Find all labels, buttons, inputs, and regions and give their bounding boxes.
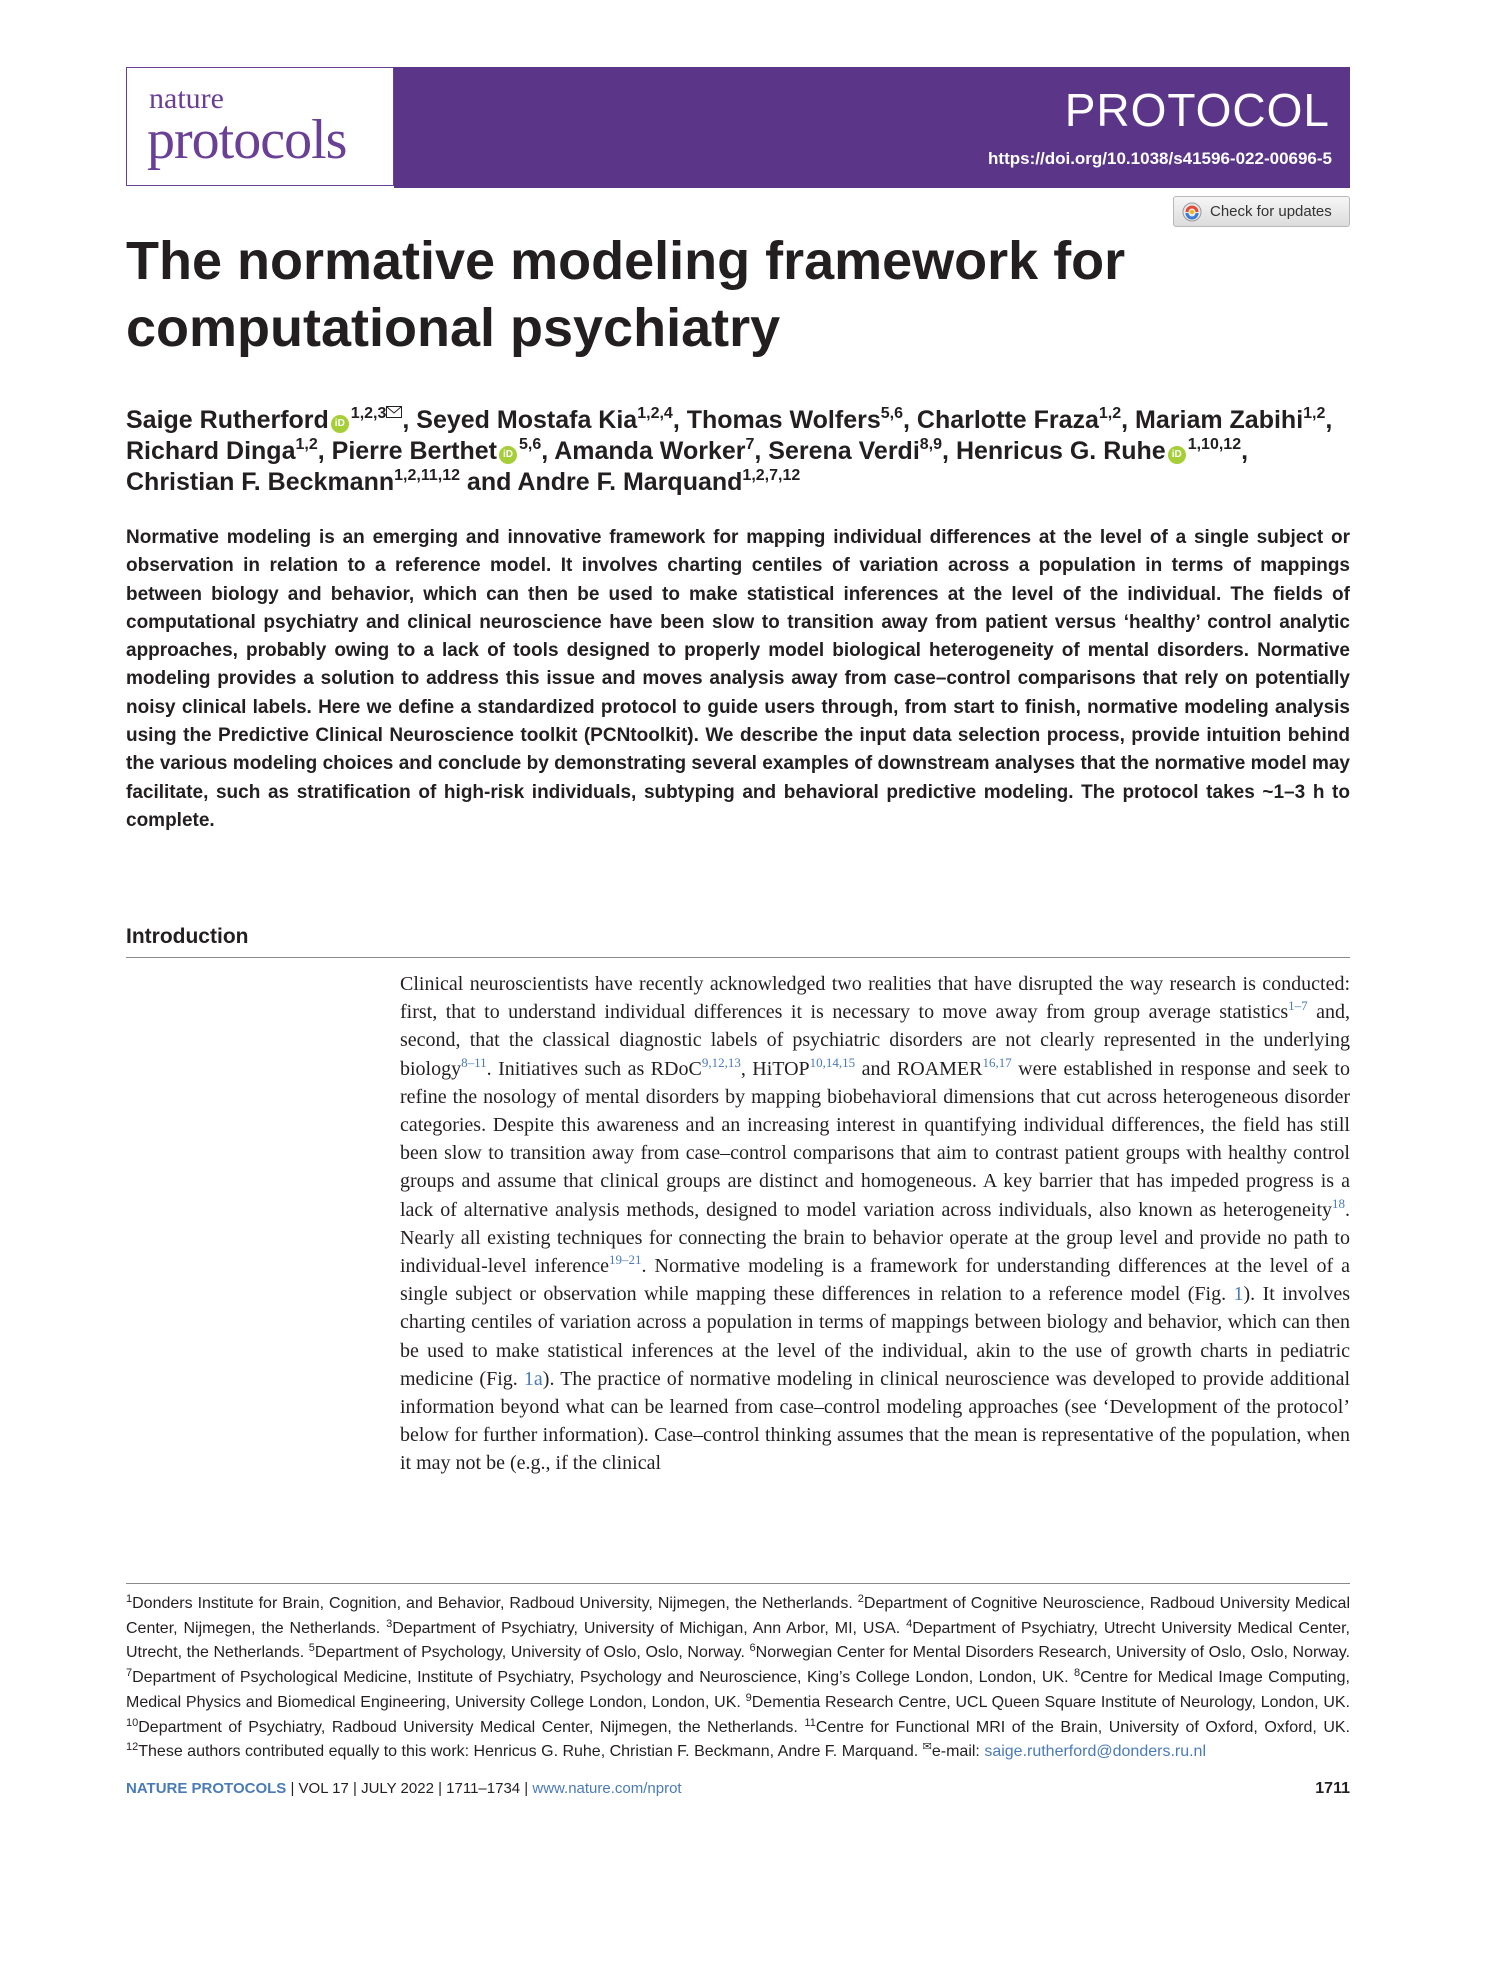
figure-link[interactable]: 1a xyxy=(523,1367,543,1390)
check-updates-icon xyxy=(1182,202,1202,222)
footer-volume: VOL 17 xyxy=(298,1780,349,1797)
author-list: Saige Rutherford iD$^{1,2,3}$ , Seyed Mostafa Kia$^{1,2,4}$, Thomas Wolfers$^{5,6}$, Charlotte Fraza$^{1,2}$, Mariam Zabihi$^{1,2}$, Richard Dinga$^{1,2}$, Pierre Berthet iD$^{5,6}$, Amanda Worker$^7$, Serena Verdi$^{8,9}$, Henricus G. Ruhe iD$^{1,10,12}$, Christian F. Beckmann$^{1,2,11,12}$ and Andre F. Marquand$^{1,2,7,12}$ xyxy=(126,395,1356,498)
article-title: The normative modeling framework for computational psychiatry xyxy=(126,231,1126,358)
affiliation-text: Department of Psychiatry, Radboud University Medical Center, Nijmegen, the Netherlands. xyxy=(138,1718,805,1736)
reference-link[interactable]: 19–21 xyxy=(609,1252,642,1268)
author-affiliation-sup: 1,2,11,12 xyxy=(394,467,460,484)
check-for-updates-button[interactable] xyxy=(1173,196,1350,227)
author-name[interactable]: Amanda Worker xyxy=(554,437,746,465)
author-name[interactable]: Charlotte Fraza xyxy=(916,406,1099,434)
affiliation-number: 6 xyxy=(749,1642,756,1655)
affiliation-number: 1 xyxy=(126,1593,133,1605)
envelope-icon[interactable] xyxy=(386,395,402,407)
author-affiliation-sup: 5,6 xyxy=(519,436,542,453)
affiliation-text: Department of Psychological Medicine, Institute of Psychiatry, Psychology and Neuroscience, King’s College London, London, UK. xyxy=(132,1669,1075,1687)
footer-date: JULY 2022 xyxy=(361,1780,434,1797)
author-name[interactable]: Saige Rutherford xyxy=(126,406,329,434)
affiliation-text: These authors contributed equally to this work: Henricus G. Ruhe, Christian F. Beckmann, Andre F. Marquand. xyxy=(138,1743,923,1761)
author-affiliation-sup: 8,9 xyxy=(919,436,943,453)
email-link[interactable]: saige.rutherford@donders.ru.nl xyxy=(984,1743,1207,1761)
orcid-icon[interactable]: iD xyxy=(331,415,349,433)
affiliation-text: Department of Cognitive Neuroscience, Radboud University Medical Center, Nijmegen, the Netherlands. xyxy=(126,1595,1351,1637)
reference-link[interactable]: 8–11 xyxy=(461,1054,487,1070)
author-affiliation-sup: 7 xyxy=(745,436,755,453)
author-name[interactable]: Serena Verdi xyxy=(768,437,920,465)
footer-pages: 1711–1734 xyxy=(446,1780,521,1797)
page-footer: NATURE PROTOCOLS | VOL 17 | JULY 2022 | 1711–1734 | www.nature.com/nprot 1711 xyxy=(126,1780,1350,1797)
affiliation-number: 9 xyxy=(745,1691,752,1704)
author-name[interactable]: Christian F. Beckmann xyxy=(126,468,395,496)
affiliation-text: Department of Psychology, University of Oslo, Oslo, Norway. xyxy=(314,1644,750,1662)
author-name[interactable]: Pierre Berthet xyxy=(331,437,497,465)
affiliation-number: 3 xyxy=(386,1617,393,1630)
figure-link[interactable]: 1 xyxy=(1233,1283,1244,1306)
section-heading-introduction: Introduction xyxy=(126,925,1350,958)
doi-link[interactable]: https://doi.org/10.1038/s41596-022-00696-5 xyxy=(988,149,1332,168)
affiliation-text: Department of Psychiatry, Utrecht University Medical Center, Utrecht, the Netherlands. xyxy=(126,1619,1350,1662)
affiliation-text: Donders Institute for Brain, Cognition, and Behavior, Radboud University, Nijmegen, the Netherlands. xyxy=(132,1595,858,1612)
author-affiliation-sup: 1,2 xyxy=(295,436,318,453)
envelope-icon: ✉ xyxy=(922,1741,932,1754)
orcid-icon[interactable]: iD xyxy=(499,446,517,464)
author-affiliation-sup: 1,2,4 xyxy=(637,405,673,422)
footer-url[interactable]: www.nature.com/nprot xyxy=(532,1780,682,1797)
author-name[interactable]: Seyed Mostafa Kia xyxy=(416,406,638,434)
author-affiliation-sup: 1,2 xyxy=(1303,405,1326,422)
reference-link[interactable]: 16,17 xyxy=(982,1054,1012,1070)
affiliation-number: 2 xyxy=(857,1593,864,1605)
journal-header xyxy=(126,67,1350,188)
author-name[interactable]: Andre F. Marquand xyxy=(517,468,743,496)
check-updates-label: Check for updates xyxy=(1210,203,1332,220)
reference-link[interactable]: 9,12,13 xyxy=(701,1054,741,1070)
author-affiliation-sup: 1,10,12 xyxy=(1187,436,1242,453)
affiliation-text: Centre for Medical Image Computing, Medical Physics and Biomedical Engineering, University College London, London, UK. xyxy=(126,1669,1350,1711)
affiliation-number: 4 xyxy=(906,1617,913,1630)
affiliation-number: 5 xyxy=(308,1642,315,1655)
affiliation-number: 8 xyxy=(1074,1667,1081,1680)
journal-logo[interactable] xyxy=(126,67,394,186)
footer-journal[interactable]: NATURE PROTOCOLS xyxy=(126,1780,287,1797)
author-affiliation-sup: 1,2,3 xyxy=(350,405,387,422)
article-type-banner xyxy=(394,67,1350,188)
reference-link[interactable]: 10,14,15 xyxy=(809,1054,856,1070)
affiliation-number: 12 xyxy=(126,1741,139,1754)
author-name[interactable]: Richard Dinga xyxy=(126,437,296,465)
affiliation-number: 11 xyxy=(804,1716,816,1729)
introduction-body: Clinical neuroscientists have recently acknowledged two realities that have disrupted the way research is conducted: first, that to understand individual differences it is necessary to move away from group average statistics$^{1-7}$ and, second, that the classical diagnostic labels of psychiatric disorders are not clearly represented in the underlying biology$^{8-11}$. Initiatives such as RDoC$^{9,12,13}$, HiTOP$^{10,14,15}$ and ROAMER$^{16,17}$ were established in response and seek to refine the nosology of mental disorders by mapping biobehavioral dimensions that cut across heterogeneous disorder categories. Despite this awareness and an increasing interest in quantifying individual differences, the field has still been slow to transition away from case–control comparisons that aim to contrast patient groups with healthy control groups and assume that clinical groups are distinct and homogeneous. A key barrier that has impeded progress is a lack of alternative analysis methods, designed to model variation across individuals, also known as heterogeneity$^{18}$. Nearly all existing techniques for connecting the brain to behavior operate at the group level and provide no path to individual-level inference$^{19-21}$. Normative modeling is a framework for understanding differences at the level of a single subject or observation while mapping these differences in relation to a reference model (Fig. 1). It involves charting centiles of variation across a population in terms of mappings between biology and behavior, which can then be used to make statistical inferences at the level of the individual, akin to the use of growth charts in pediatric medicine (Fig. 1a). The practice of normative modeling in clinical neuroscience was developed to provide additional information beyond what can be learned from case–control modeling approaches (see ‘Development of the protocol’ below for further information). Case–control thinking assumes that the mean is representative of the population, when it may not be (e.g., if the clinical xyxy=(400,973,1351,1475)
email-label: e-mail: xyxy=(931,1743,985,1761)
reference-link[interactable]: 18 xyxy=(1332,1195,1345,1211)
author-name[interactable]: Henricus G. Ruhe xyxy=(955,437,1166,465)
article-type: PROTOCOL xyxy=(1064,84,1330,136)
affiliation-text: Dementia Research Centre, UCL Queen Square Institute of Neurology, London, UK. xyxy=(751,1693,1350,1711)
logo-protocols-text: protocols xyxy=(147,109,347,171)
affiliation-number: 7 xyxy=(126,1667,133,1680)
affiliation-text: Centre for Functional MRI of the Brain, University of Oxford, Oxford, UK. xyxy=(815,1718,1350,1736)
affiliation-number: 10 xyxy=(126,1716,139,1729)
affiliation-text: Norwegian Center for Mental Disorders Research, University of Oslo, Oslo, Norway. xyxy=(755,1644,1351,1662)
affiliations xyxy=(126,1592,1350,1765)
orcid-icon[interactable]: iD xyxy=(1168,446,1186,464)
reference-link[interactable]: 1–7 xyxy=(1288,998,1308,1014)
footnote-divider xyxy=(126,1583,1350,1584)
author-name[interactable]: Mariam Zabihi xyxy=(1135,406,1304,434)
affiliation-text: Department of Psychiatry, University of Michigan, Ann Arbor, MI, USA. xyxy=(392,1619,907,1637)
author-name[interactable]: Thomas Wolfers xyxy=(686,406,881,434)
page-number: 1711 xyxy=(1315,1780,1350,1797)
author-affiliation-sup: 1,2,7,12 xyxy=(742,467,801,484)
abstract: Normative modeling is an emerging and innovative framework for mapping individual differences at the level of a single subject or observation in relation to a reference model. It involves charting centiles of variation across a population in terms of mappings between biology and behavior, which can then be used to make statistical inferences at the level of the individual. The fields of computational psychiatry and clinical neuroscience have been slow to transition away from patient versus ‘healthy’ control analytic approaches, probably owing to a lack of tools designed to properly model biological heterogeneity of mental disorders. Normative modeling provides a solution to address this issue and moves analysis away from case–control comparisons that rely on potentially noisy clinical labels. Here we define a standardized protocol to guide users through, from start to finish, normative modeling analysis using the Predictive Clinical Neuroscience toolkit (PCNtoolkit). We describe the input data selection process, provide intuition behind the various modeling choices and conclude by demonstrating several examples of downstream analyses that the normative model may facilitate, such as stratification of high-risk individuals, subtyping and behavioral predictive modeling. The protocol takes ~1–3 h to complete. xyxy=(126,527,1350,831)
logo-nature-text: nature xyxy=(149,82,224,115)
author-affiliation-sup: 1,2 xyxy=(1098,405,1122,422)
author-affiliation-sup: 5,6 xyxy=(880,405,903,422)
